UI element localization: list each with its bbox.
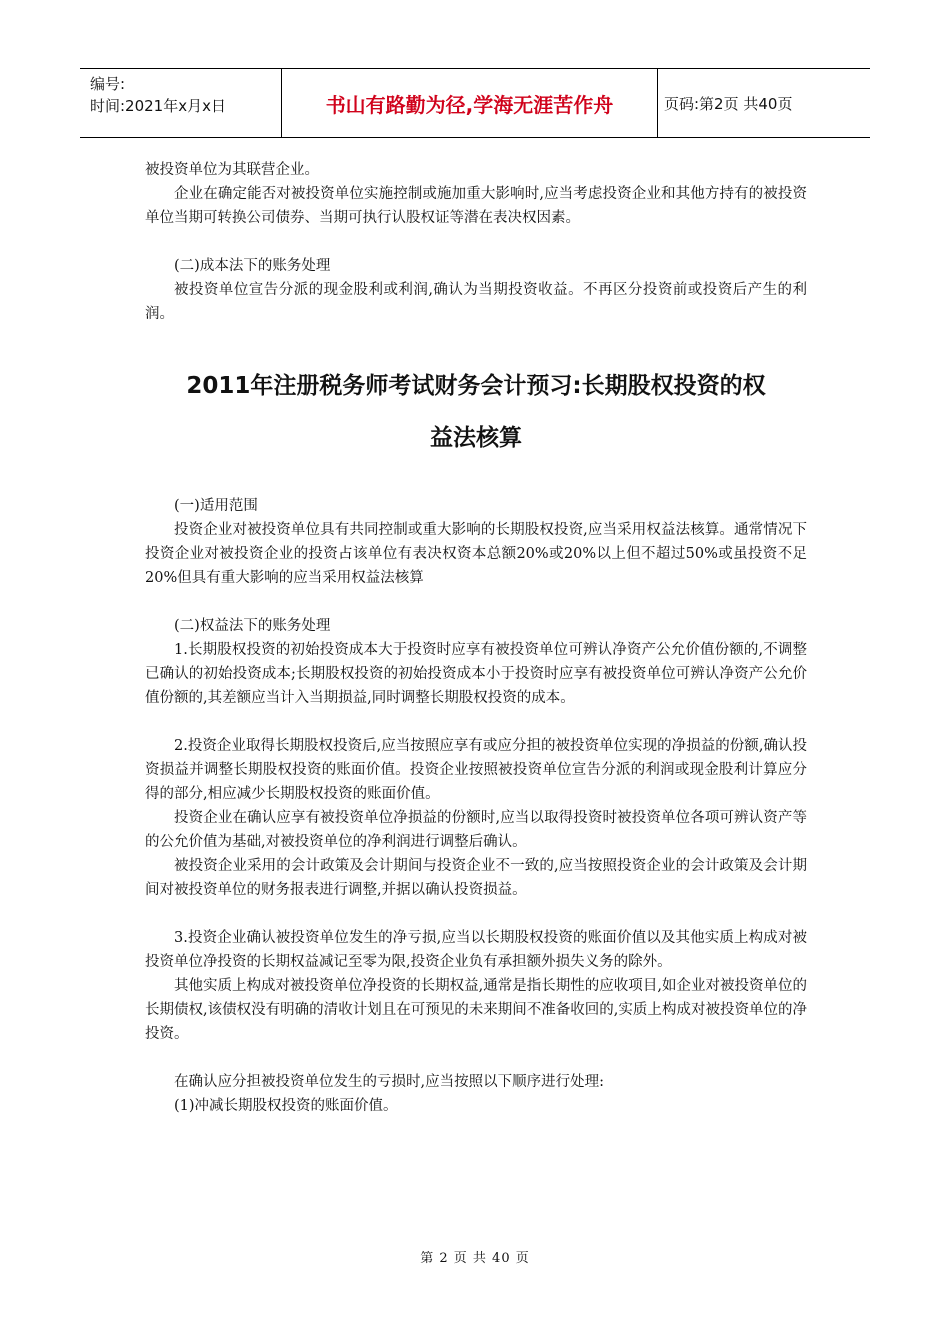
paragraph: 投资企业在确认应享有被投资单位净损益的份额时,应当以取得投资时被投资单位各项可辨认资产等的公允价值为基础,对被投资单位的净利润进行调整后确认。 — [145, 810, 807, 850]
document-date-label: 时间:2021年x月x日 — [90, 97, 226, 115]
header-meta — [80, 69, 282, 137]
paragraph: 2.投资企业取得长期股权投资后,应当按照应享有或应分担的被投资单位实现的净损益的份额,确认投资损益并调整长期股权投资的账面价值。投资企业按照被投资单位宣告分派的利润或现金股利计算应分得的部分,相应减少长期股权投资的账面价值。 — [145, 738, 807, 802]
article-title-line-2: 益法核算 — [430, 425, 522, 451]
paragraph: 投资企业对被投资单位具有共同控制或重大影响的长期股权投资,应当采用权益法核算。通常情况下投资企业对被投资企业的投资占该单位有表决权资本总额20%或20%以上但不超过50%或虽投资不足20%但具有重大影响的应当采用权益法核算 — [145, 522, 807, 586]
paragraph: 被投资企业采用的会计政策及会计期间与投资企业不一致的,应当按照投资企业的会计政策及会计期间对被投资单位的财务报表进行调整,并据以确认投资损益。 — [145, 858, 807, 898]
paragraph: 其他实质上构成对被投资单位净投资的长期权益,通常是指长期性的应收项目,如企业对被投资单位的长期债权,该债权没有明确的清收计划且在可预见的未来期间不准备收回的,实质上构成对被投资单位的净投资。 — [145, 978, 807, 1042]
paragraph: 企业在确定能否对被投资单位实施控制或施加重大影响时,应当考虑投资企业和其他方持有的被投资单位当期可转换公司债券、当期可执行认股权证等潜在表决权因素。 — [145, 186, 807, 226]
article-title-line-1: 2011年注册税务师考试财务会计预习:长期股权投资的权 — [186, 373, 766, 399]
header-page-info: 页码:第2页 共40页 — [664, 94, 793, 113]
paragraph: 被投资单位宣告分派的现金股利或利润,确认为当期投资收益。不再区分投资前或投资后产生的利润。 — [145, 282, 807, 322]
paragraph: 3.投资企业确认被投资单位发生的净亏损,应当以长期股权投资的账面价值以及其他实质上构成对被投资单位净投资的长期权益减记至零为限,投资企业负有承担额外损失义务的除外。 — [145, 930, 807, 970]
paragraph: 在确认应分担被投资单位发生的亏损时,应当按照以下顺序进行处理: — [174, 1074, 604, 1090]
section-heading: (一)适用范围 — [174, 498, 258, 514]
document-body — [145, 158, 807, 1118]
paragraph: 1.长期股权投资的初始投资成本大于投资时应享有被投资单位可辨认净资产公允价值份额的,不调整已确认的初始投资成本;长期股权投资的初始投资成本小于投资时应享有被投资单位可辨认净资产公允价值份额的,其差额应当计入当期损益,同时调整长期股权投资的成本。 — [145, 642, 807, 706]
header-motto: 书山有路勤为径,学海无涯苦作舟 — [282, 69, 658, 137]
page-footer: 第 2 页 共 40 页 — [420, 1251, 530, 1266]
section-heading: (二)权益法下的账务处理 — [174, 618, 331, 634]
article-title — [145, 360, 807, 464]
paragraph: 被投资单位为其联营企业。 — [145, 162, 319, 178]
document-number-label: 编号: — [90, 75, 126, 93]
page-header — [80, 68, 870, 138]
section-heading: (二)成本法下的账务处理 — [174, 258, 331, 274]
paragraph: (1)冲减长期股权投资的账面价值。 — [174, 1098, 398, 1114]
